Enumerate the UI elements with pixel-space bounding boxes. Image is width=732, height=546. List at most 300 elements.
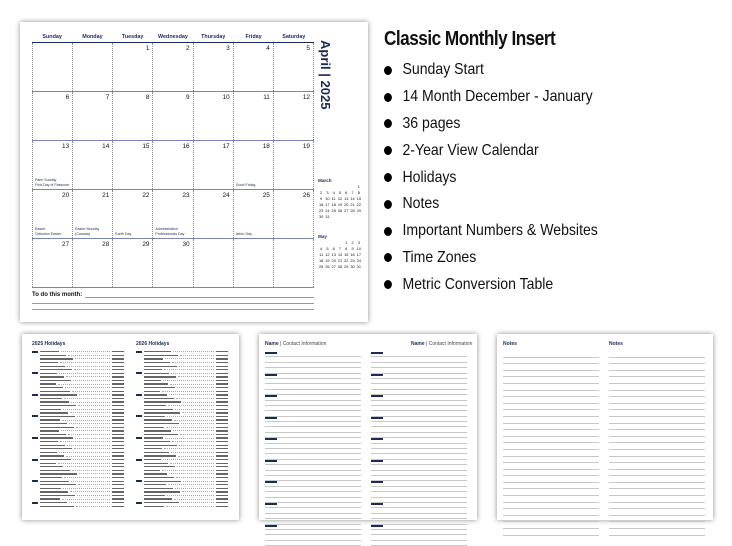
mini-calendar-day: 3 [326, 190, 329, 195]
mini-calendar-day: 25 [318, 264, 324, 269]
mini-calendar-day: 25 [331, 208, 336, 213]
holiday-leader [59, 373, 110, 374]
holiday-date [112, 488, 124, 489]
day-cell [273, 43, 314, 91]
holiday-leader [177, 387, 214, 388]
notes-line [503, 417, 599, 424]
holiday-month-marker [32, 405, 40, 407]
holiday-leader [79, 473, 110, 474]
notes-line [503, 424, 599, 431]
holiday-name [40, 412, 68, 413]
holiday-leader [75, 358, 110, 359]
holiday-name [144, 401, 181, 402]
contact-label [371, 460, 383, 462]
feature-text: 14 Month December - January [402, 88, 593, 106]
holiday-month-marker [136, 354, 144, 356]
holiday-month-marker [136, 408, 144, 410]
contact-line [265, 541, 361, 546]
holiday-leader [72, 391, 110, 392]
holiday-date [112, 470, 124, 471]
holiday-name [144, 441, 170, 442]
holiday-month-marker [32, 495, 40, 497]
holiday-leader [69, 502, 110, 503]
calendar-grid [32, 34, 314, 288]
day-number: 21 [102, 192, 110, 199]
holiday-date [216, 484, 228, 485]
holiday-month-marker [32, 369, 40, 371]
holiday-month-marker [32, 451, 40, 453]
holiday-leader [75, 438, 110, 439]
holiday-leader [167, 416, 214, 417]
holiday-month-marker [136, 430, 144, 432]
holiday-date [112, 380, 124, 381]
day-number: 28 [102, 241, 110, 248]
holiday-name [40, 419, 60, 420]
mini-calendar-day: 31 [356, 264, 361, 269]
mini-calendar-day: 23 [350, 258, 355, 263]
holiday-month-marker [32, 484, 40, 486]
holiday-leader [164, 448, 214, 449]
holiday-date [216, 481, 228, 482]
notes-line [609, 397, 705, 404]
mini-calendar-day: 22 [344, 258, 349, 263]
mini-calendar-day: 27 [344, 208, 349, 213]
mini-calendar-may [318, 234, 362, 270]
holiday-date [112, 448, 124, 449]
mini-calendar-day: 4 [332, 190, 335, 195]
day-number: 24 [222, 192, 230, 199]
feature-text: Sunday Start [402, 61, 484, 79]
contact-label [371, 395, 383, 397]
holiday-date [112, 430, 124, 431]
holiday-leader [61, 430, 110, 431]
mini-calendar-day: 11 [331, 196, 336, 201]
holiday-leader [60, 441, 110, 442]
holiday-date [112, 481, 124, 482]
product-title: Classic Monthly Insert [384, 28, 556, 50]
holiday-month-marker [136, 398, 144, 400]
notes-line [503, 470, 599, 477]
notes-line [609, 417, 705, 424]
contacts-name-label: Name [265, 341, 279, 347]
day-cell [233, 190, 273, 238]
holiday-month-marker [136, 469, 144, 471]
holiday-date [216, 387, 228, 388]
feature-item [384, 84, 683, 111]
mini-calendar-week [318, 264, 362, 270]
holiday-date [112, 506, 124, 507]
day-cell [193, 239, 233, 287]
holiday-month-marker [32, 398, 40, 400]
holiday-note: Easter Orthodox Easter [35, 227, 62, 236]
day-cell [193, 92, 233, 140]
mini-calendar-day: 29 [356, 208, 361, 213]
mini-calendar-day: 18 [318, 258, 324, 263]
holiday-leader [162, 391, 214, 392]
mini-calendar-day: 28 [337, 264, 343, 269]
holiday-name [40, 477, 62, 478]
mini-calendar-day: 5 [326, 246, 329, 251]
holiday-date [216, 473, 228, 474]
contacts-column-right [371, 352, 467, 546]
weekday-label: Tuesday [121, 34, 144, 40]
notes-line [503, 364, 599, 371]
holiday-date [216, 398, 228, 399]
mini-calendar-day: 13 [331, 252, 336, 257]
holiday-month-marker [32, 408, 40, 410]
month-title: April | 2025 [318, 40, 333, 110]
holiday-date [112, 427, 124, 428]
day-cell [152, 43, 192, 91]
holiday-date [112, 459, 124, 460]
holiday-name [144, 502, 179, 503]
holiday-month-marker [32, 444, 40, 446]
notes-line [609, 496, 705, 503]
holiday-name [144, 484, 166, 485]
notes-title-right: Notes [609, 341, 623, 347]
mini-calendar-day: 15 [356, 196, 361, 201]
holiday-date [216, 383, 228, 384]
holiday-name [144, 498, 172, 499]
mini-calendar-day: 29 [344, 264, 349, 269]
day-cell [193, 43, 233, 91]
contact-label [265, 438, 277, 440]
holiday-month-marker [32, 441, 40, 443]
holiday-name [144, 387, 175, 388]
contacts-title-right: Name | Contact Information [411, 341, 473, 347]
holiday-month-marker [136, 495, 144, 497]
holiday-leader [170, 463, 214, 464]
holiday-date [112, 369, 124, 370]
notes-line [609, 529, 705, 536]
holiday-date [112, 401, 124, 402]
notes-line [503, 522, 599, 529]
mini-calendar-day: 22 [356, 202, 361, 207]
holiday-month-marker [32, 466, 40, 468]
holiday-leader [175, 409, 214, 410]
holiday-name [40, 495, 75, 496]
holiday-month-marker [136, 415, 142, 417]
day-number: 9 [186, 94, 190, 101]
day-number: 8 [145, 94, 150, 101]
day-number: 5 [306, 45, 310, 52]
holiday-month-marker [32, 390, 40, 392]
holiday-date [216, 416, 228, 417]
holiday-date [216, 401, 228, 402]
feature-text: Important Numbers & Websites [402, 222, 598, 240]
notes-line [503, 483, 599, 490]
holiday-name [40, 430, 59, 431]
notes-line [609, 410, 705, 417]
holiday-date [112, 463, 124, 464]
day-number: 15 [142, 143, 150, 150]
contact-line [371, 541, 467, 546]
holiday-name [40, 491, 68, 492]
holiday-name [40, 452, 57, 453]
holiday-name [40, 405, 76, 406]
mini-calendar-day: 24 [356, 258, 361, 263]
holiday-month-marker [136, 405, 144, 407]
holiday-name [40, 423, 67, 424]
todo-label: To do this month: [32, 292, 83, 298]
holiday-month-marker [32, 362, 40, 364]
contact-label [265, 481, 277, 483]
holiday-name [40, 380, 71, 381]
holiday-month-marker [32, 401, 40, 403]
holiday-month-marker [136, 487, 144, 489]
notes-line [503, 358, 599, 365]
holiday-leader [65, 387, 110, 388]
holiday-name [40, 427, 74, 428]
mini-calendar-day: 11 [319, 252, 324, 257]
day-cell [233, 43, 273, 91]
holiday-month-marker [136, 484, 144, 486]
holiday-date [216, 506, 228, 507]
todo-section [32, 292, 314, 310]
day-cell [152, 190, 192, 238]
mini-calendar-day: 3 [357, 240, 360, 245]
holiday-date [216, 455, 228, 456]
bullet-icon [384, 93, 392, 102]
holiday-leader [173, 430, 214, 431]
holiday-leader [70, 491, 110, 492]
holiday-month-marker [136, 358, 144, 360]
mini-calendar-day: 21 [337, 258, 343, 263]
mini-calendar-day: 16 [318, 202, 324, 207]
holiday-name [144, 481, 181, 482]
day-number: 20 [62, 192, 70, 199]
holiday-month-marker [32, 423, 40, 425]
notes-line [503, 377, 599, 384]
holiday-leader [68, 355, 110, 356]
holiday-name [144, 362, 170, 363]
mini-calendar-day: 13 [344, 196, 349, 201]
notes-line [503, 404, 599, 411]
holiday-leader [183, 402, 214, 403]
holiday-leader [162, 470, 214, 471]
notes-title-left: Notes [503, 341, 517, 347]
holiday-entry [32, 505, 124, 509]
holiday-leader [173, 351, 214, 352]
holiday-name [40, 445, 65, 446]
day-cell [112, 239, 152, 287]
holiday-month-marker [136, 372, 142, 374]
weekday-label: Sunday [42, 34, 62, 40]
holiday-leader [163, 459, 214, 460]
holiday-leader [66, 456, 110, 457]
holiday-name [40, 373, 57, 374]
holiday-date [112, 477, 124, 478]
holiday-leader [170, 384, 214, 385]
holiday-name [144, 448, 162, 449]
mini-calendar-day: 18 [331, 202, 336, 207]
holiday-month-marker [136, 473, 144, 475]
holiday-name [144, 419, 172, 420]
holiday-month-marker [136, 390, 144, 392]
holiday-name [40, 391, 70, 392]
holiday-date [112, 455, 124, 456]
holiday-date [216, 412, 228, 413]
holiday-name [144, 506, 164, 507]
day-number: 29 [142, 241, 150, 248]
holiday-date [216, 434, 228, 435]
holiday-name [144, 358, 163, 359]
holidays-list-2026 [136, 350, 228, 508]
holiday-name [144, 351, 171, 352]
notes-line [609, 457, 705, 464]
holiday-month-marker [136, 351, 142, 353]
holiday-leader [169, 473, 214, 474]
holiday-month-marker [136, 376, 144, 378]
holiday-leader [59, 452, 110, 453]
holiday-date [112, 394, 124, 395]
holiday-month-marker [32, 433, 40, 435]
holiday-month-marker [32, 394, 38, 396]
notes-line [609, 516, 705, 523]
notes-line [609, 391, 705, 398]
holiday-leader [58, 384, 110, 385]
notes-line [609, 503, 705, 510]
holiday-leader [174, 420, 214, 421]
mini-calendar-day: 21 [350, 202, 355, 207]
holiday-month-marker [136, 462, 144, 464]
holiday-name [40, 416, 75, 417]
holiday-date [216, 409, 228, 410]
notes-line [609, 404, 705, 411]
holiday-name [144, 416, 165, 417]
notes-line [503, 437, 599, 444]
holiday-month-marker [136, 412, 144, 414]
day-cell [112, 190, 152, 238]
holiday-month-marker [136, 505, 144, 507]
weekday-label: Saturday [282, 34, 306, 40]
holiday-note: Easter Monday (Canada) [75, 227, 100, 236]
holiday-date [112, 405, 124, 406]
holiday-leader [171, 452, 214, 453]
holiday-month-marker [136, 502, 142, 504]
calendar-weeks [32, 43, 314, 288]
holiday-name [144, 437, 163, 438]
day-cell [112, 92, 152, 140]
holiday-name [40, 369, 72, 370]
holiday-leader [164, 369, 214, 370]
holiday-name [144, 470, 160, 471]
notes-line [503, 391, 599, 398]
day-cell [72, 92, 112, 140]
holiday-leader [168, 405, 214, 406]
notes-line [609, 483, 705, 490]
bullet-icon [384, 227, 392, 236]
feature-list [384, 28, 724, 298]
holiday-date [216, 477, 228, 478]
holiday-leader [79, 394, 110, 395]
mini-calendar-day: 10 [325, 196, 330, 201]
mini-calendar-day: 2 [351, 240, 354, 245]
holiday-date [216, 452, 228, 453]
mini-calendar-march [318, 178, 362, 220]
mini-calendar-day: 14 [337, 252, 343, 257]
mini-calendar-day: 9 [351, 246, 354, 251]
holiday-leader [70, 412, 110, 413]
holiday-leader [178, 456, 214, 457]
holiday-date [112, 391, 124, 392]
holiday-leader [78, 484, 110, 485]
holiday-name [144, 473, 167, 474]
holiday-month-marker [136, 491, 144, 493]
notes-line [609, 430, 705, 437]
holiday-month-marker [136, 419, 144, 421]
notes-line [503, 410, 599, 417]
holiday-month-marker [32, 380, 40, 382]
holiday-leader [165, 438, 214, 439]
holiday-month-marker [32, 491, 40, 493]
holiday-month-marker [136, 401, 144, 403]
day-number: 16 [182, 143, 190, 150]
holiday-name [40, 473, 77, 474]
day-cell [273, 141, 314, 189]
bullet-icon [384, 66, 392, 75]
notes-line [503, 509, 599, 516]
holiday-leader [62, 499, 110, 500]
holiday-name [40, 470, 70, 471]
holiday-leader [71, 402, 110, 403]
holiday-date [216, 366, 228, 367]
holiday-month-marker [32, 376, 40, 378]
mini-calendar-day: 16 [350, 252, 355, 257]
contact-label [371, 525, 383, 527]
holiday-month-marker [136, 387, 144, 389]
day-cell [112, 43, 152, 91]
notes-line [503, 371, 599, 378]
holiday-name [40, 441, 58, 442]
holiday-name [40, 506, 74, 507]
feature-text: 36 pages [402, 114, 461, 132]
mini-calendar-day: 12 [325, 252, 330, 257]
holiday-leader [175, 488, 214, 489]
holiday-month-marker [32, 383, 40, 385]
holiday-name [40, 351, 59, 352]
feature-item [384, 191, 683, 218]
holiday-entry [136, 505, 228, 509]
holiday-leader [172, 362, 214, 363]
day-number: 3 [226, 45, 230, 52]
day-cell [233, 92, 273, 140]
holiday-note: Arbor Day [235, 231, 252, 236]
mini-calendar-title: May [318, 234, 327, 239]
holidays-title-2025: 2025 Holidays [32, 341, 66, 347]
feature-item [384, 111, 683, 138]
notes-line [609, 489, 705, 496]
holiday-date [216, 355, 228, 356]
holiday-leader [181, 423, 214, 424]
holiday-name [40, 434, 66, 435]
holiday-month-marker [32, 412, 40, 414]
mini-calendar-day: 1 [357, 184, 360, 189]
holiday-date [216, 448, 228, 449]
day-cell [32, 190, 72, 238]
holiday-month-marker [136, 383, 144, 385]
notes-line [503, 397, 599, 404]
holiday-date [112, 355, 124, 356]
holiday-date [112, 398, 124, 399]
holiday-leader [74, 448, 110, 449]
holiday-leader [76, 506, 110, 507]
holiday-name [144, 488, 173, 489]
notes-line [503, 476, 599, 483]
holiday-month-marker [136, 362, 144, 364]
holiday-date [112, 437, 124, 438]
holiday-leader [180, 434, 214, 435]
